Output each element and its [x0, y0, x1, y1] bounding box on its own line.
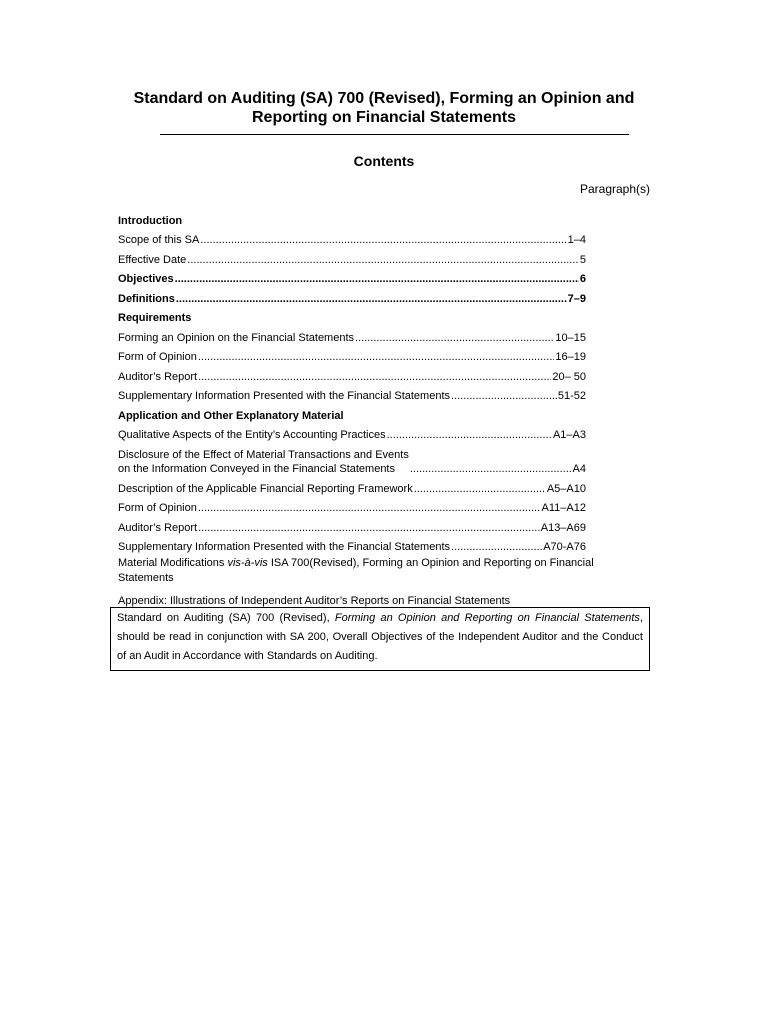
toc-entry-effective-date[interactable]: Effective Date ..... 5: [118, 247, 586, 267]
toc-entry-supplementary-information[interactable]: Supplementary Information Presented with the Financial Statements ..... 51-52: [118, 384, 586, 404]
toc-entry-auditors-report-app[interactable]: Auditor’s Report ..... A13–A69: [118, 515, 586, 535]
table-of-contents: [118, 208, 594, 608]
leader-dots: [198, 501, 541, 515]
title-divider: [160, 134, 629, 135]
toc-section-requirements: Requirements: [118, 312, 192, 324]
leader-dots: [176, 292, 567, 306]
toc-entry-description-framework[interactable]: Description of the Applicable Financial Reporting Framework ..... A5–A10: [118, 476, 586, 496]
title-line-2: Reporting on Financial Statements: [251, 109, 517, 126]
disclosure-line-1: Disclosure of the Effect of Material Transactions and Events: [118, 449, 409, 461]
toc-entry-appendix[interactable]: Appendix: Illustrations of Independent Auditor’s Reports on Financial Statements: [118, 594, 511, 607]
leader-dots: [410, 462, 572, 476]
toc-entry-material-modifications[interactable]: Material Modifications vis-à-vis ISA 700(Revised), Forming an Opinion and Reporting on Financial Statements: [118, 557, 594, 584]
toc-section-application: Application and Other Explanatory Material: [118, 409, 344, 422]
paragraphs-column-label: Paragraph(s): [579, 182, 650, 196]
toc-entry-form-of-opinion-app[interactable]: Form of Opinion ..... A11–A12: [118, 496, 586, 516]
toc-entry-objectives[interactable]: Objectives ..... 6: [118, 267, 586, 287]
document-title: [100, 89, 668, 127]
toc-section-introduction: Introduction: [118, 214, 183, 227]
leader-dots: [198, 370, 551, 384]
leader-dots: [355, 331, 554, 345]
leader-dots: [451, 540, 542, 554]
toc-entry-disclosure[interactable]: Disclosure of the Effect of Material Transactions and Events on the Information Conveyed in the Financial Statements ..... A4: [118, 442, 586, 476]
contents-heading: Contents: [353, 153, 415, 169]
toc-entry-qualitative-aspects[interactable]: Qualitative Aspects of the Entity’s Accounting Practices ..... A1–A3: [118, 423, 586, 443]
leader-dots: [198, 350, 555, 364]
toc-entry-supplementary-app[interactable]: Supplementary Information Presented with the Financial Statements ..... A70-A76: [118, 535, 586, 555]
toc-entry-auditors-report[interactable]: Auditor’s Report ..... 20– 50: [118, 364, 586, 384]
leader-dots: [200, 233, 566, 247]
leader-dots: [198, 521, 540, 535]
leader-dots: [187, 253, 579, 267]
toc-entry-form-of-opinion[interactable]: Form of Opinion ..... 16–19: [118, 345, 586, 365]
disclosure-line-2: on the Information Conveyed in the Financial Statements: [118, 463, 395, 475]
toc-entry-scope[interactable]: Scope of this SA ..... 1–4: [118, 228, 586, 248]
leader-dots: [387, 428, 552, 442]
note-box: Standard on Auditing (SA) 700 (Revised), Forming an Opinion and Reporting on Financial Statements, should be read in conjunction with SA 200, Overall Objectives of the Independent Auditor and the Conduct of an Audit in Accordance with Standards on Auditing.: [110, 607, 650, 671]
leader-dots: [175, 272, 579, 286]
leader-dots: [451, 389, 557, 403]
toc-entry-definitions[interactable]: Definitions ..... 7–9: [118, 286, 586, 306]
title-line-1: Standard on Auditing (SA) 700 (Revised), Forming an Opinion and: [133, 90, 635, 107]
toc-entry-forming-opinion[interactable]: Forming an Opinion on the Financial Statements ..... 10–15: [118, 325, 586, 345]
leader-dots: [414, 482, 546, 496]
